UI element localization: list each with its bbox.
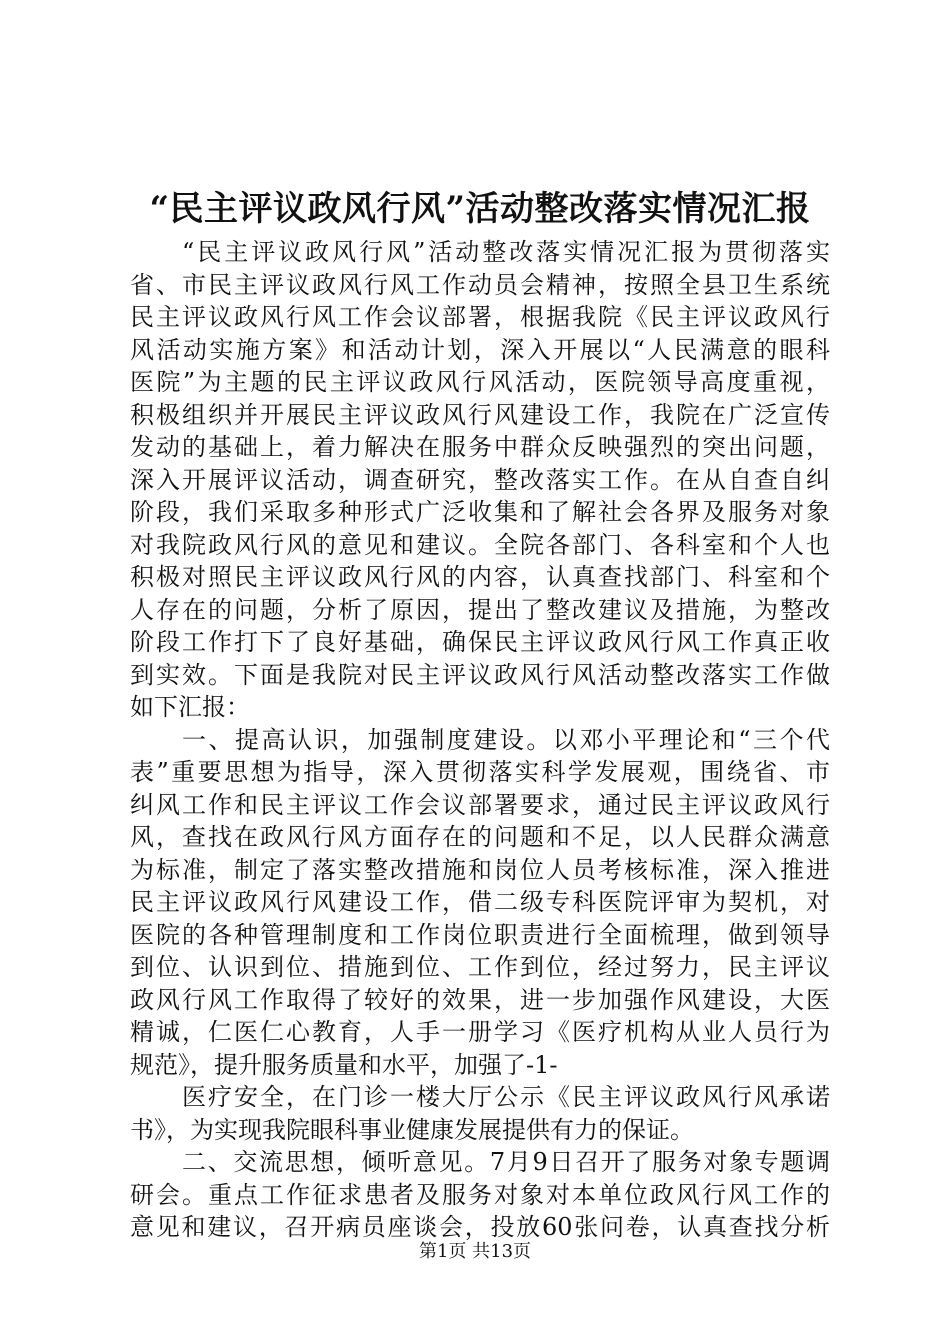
page-footer: 第1页 共13页 <box>418 1241 532 1262</box>
body-line: 发动的基础上，着力解决在服务中群众反映强烈的突出问题， <box>130 433 830 461</box>
body-line: 省、市民主评议政风行风工作动员会精神，按照全县卫生系统 <box>130 270 830 299</box>
body-line: 精诚，仁医仁心教育，人手一册学习《医疗机构从业人员行为 <box>130 1018 830 1046</box>
body-line: 二、交流思想，倾听意见。7月9日召开了服务对象专题调 <box>182 1148 830 1176</box>
body-line: 风活动实施方案》和活动计划，深入开展以“人民满意的眼科 <box>130 335 830 364</box>
body-line: 政风行风工作取得了较好的效果，进一步加强作风建设，大医 <box>130 985 830 1014</box>
body-line: 到位、认识到位、措施到位、工作到位，经过努力，民主评议 <box>130 953 830 981</box>
body-line: 医院的各种管理制度和工作岗位职责进行全面梳理，做到领导 <box>130 920 830 949</box>
body-line: 积极组织并开展民主评议政风行风建设工作，我院在广泛宣传 <box>130 400 830 429</box>
body-line: 表”重要思想为指导，深入贯彻落实科学发展观，围绕省、市 <box>130 758 830 786</box>
body-line: 民主评议政风行风建设工作，借二级专科医院评审为契机，对 <box>130 888 830 916</box>
document-body <box>130 236 830 1244</box>
body-line: 为标准，制定了落实整改措施和岗位人员考核标准，深入推进 <box>130 855 830 884</box>
body-line: 到实效。下面是我院对民主评议政风行风活动整改落实工作做 <box>130 660 830 689</box>
body-line: 阶段工作打下了良好基础，确保民主评议政风行风工作真正收 <box>130 628 830 656</box>
body-line: 意见和建议，召开病员座谈会，投放60张问卷，认真查找分析 <box>130 1213 830 1241</box>
body-line: 深入开展评议活动，调查研究，整改落实工作。在从自查自纠 <box>130 465 830 494</box>
body-line: 医疗安全，在门诊一楼大厅公示《民主评议政风行风承诺 <box>182 1083 830 1111</box>
document-title: “民主评议政风行风”活动整改落实情况汇报 <box>149 189 811 229</box>
body-line: 医院”为主题的民主评议政风行风活动，医院领导高度重视， <box>130 368 830 396</box>
body-line: 民主评议政风行风工作会议部署，根据我院《民主评议政风行 <box>130 303 830 331</box>
body-line: 人存在的问题，分析了原因，提出了整改建议及措施，为整改 <box>130 595 830 624</box>
body-line: 纠风工作和民主评议工作会议部署要求，通过民主评议政风行 <box>130 790 830 819</box>
body-line: 研会。重点工作征求患者及服务对象对本单位政风行风工作的 <box>130 1180 830 1209</box>
body-line: 规范》，提升服务质量和水平，加强了-1- <box>130 1050 558 1079</box>
body-line: 积极对照民主评议政风行风的内容，认真查找部门、科室和个 <box>130 563 830 591</box>
body-line: 阶段，我们采取多种形式广泛收集和了解社会各界及服务对象 <box>130 498 830 526</box>
body-line: 一、提高认识，加强制度建设。以邓小平理论和“三个代 <box>182 725 830 754</box>
body-line: 对我院政风行风的意见和建议。全院各部门、各科室和个人也 <box>130 530 830 559</box>
body-line: 书》，为实现我院眼科事业健康发展提供有力的保证。 <box>130 1115 694 1144</box>
body-line: 如下汇报： <box>130 693 250 721</box>
body-line: 风，查找在政风行风方面存在的问题和不足，以人民群众满意 <box>130 823 830 851</box>
body-line: “民主评议政风行风”活动整改落实情况汇报为贯彻落实 <box>182 238 830 266</box>
